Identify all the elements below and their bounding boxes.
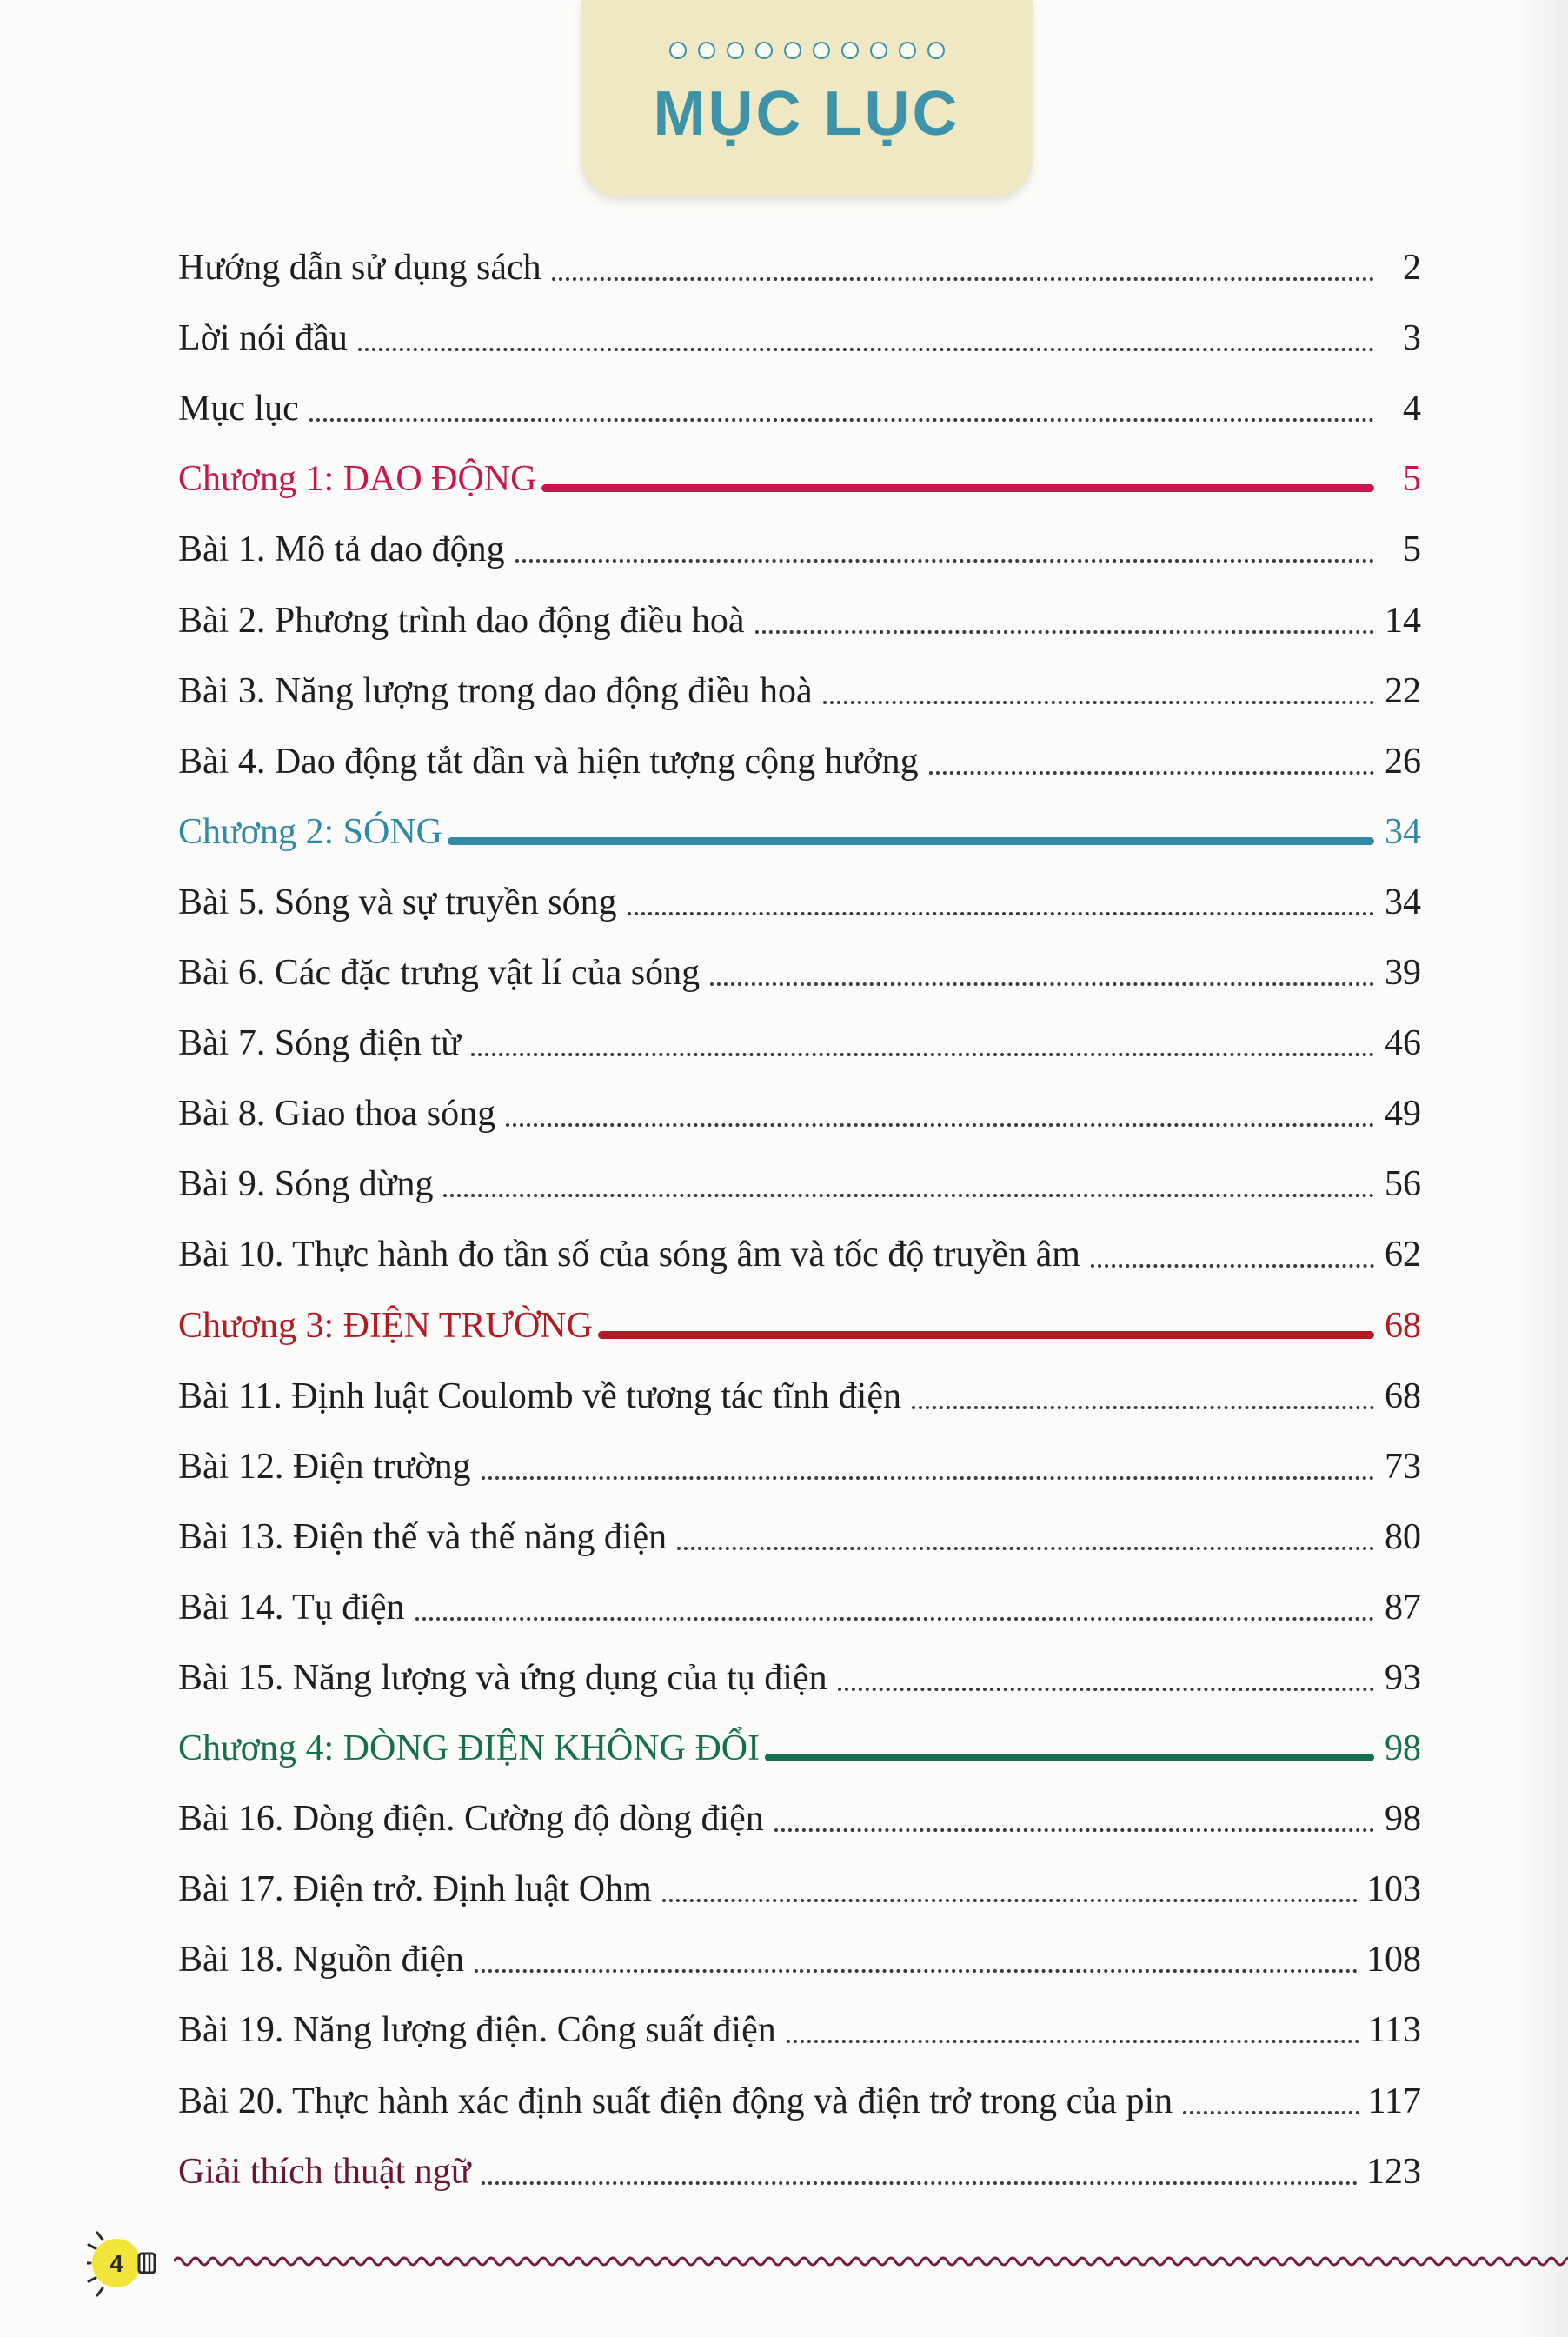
toc-entry-row: [178, 1423, 1421, 1494]
toc-entry-row: [178, 1353, 1421, 1423]
page-ref: 49: [1385, 1094, 1421, 1135]
entry-title: Bài 12. Điện trường: [178, 1446, 471, 1487]
chapter-rule: [448, 837, 1374, 845]
entry-title: Bài 2. Phương trình dao động điều hoà: [178, 600, 745, 641]
decor-dot: [813, 42, 830, 59]
dot-leader: [358, 348, 1374, 351]
dot-leader: [415, 1617, 1374, 1621]
entry-title: Bài 15. Năng lượng và ứng dụng của tụ điện: [178, 1657, 827, 1698]
page-ref: 68: [1385, 1305, 1421, 1346]
dot-leader: [628, 912, 1374, 915]
chapter-rule: [541, 484, 1374, 492]
entry-title: Bài 18. Nguồn điện: [178, 1940, 464, 1981]
toc-entry-row: [178, 1775, 1421, 1846]
page-ref: 80: [1385, 1516, 1421, 1557]
page-ref: 93: [1385, 1657, 1421, 1698]
toc-entry-row: [178, 648, 1421, 718]
toc-chapter-row: [178, 789, 1421, 859]
table-of-contents: [178, 224, 1421, 2199]
header-tab: [581, 0, 1033, 196]
page-ref: 56: [1385, 1164, 1421, 1205]
dot-leader: [515, 559, 1374, 563]
toc-chapter-row: [178, 436, 1421, 506]
entry-title: Bài 4. Dao động tắt dần và hiện tượng cộng hưởng: [178, 741, 919, 782]
chapter-title: Chương 3: ĐIỆN TRƯỜNG: [178, 1305, 593, 1346]
dot-leader: [443, 1194, 1374, 1197]
page-ref: 98: [1385, 1728, 1421, 1769]
chapter-rule: [598, 1331, 1374, 1339]
toc-chapter-row: [178, 1705, 1421, 1775]
footer-wave-line: [174, 2248, 1568, 2274]
entry-title: Bài 3. Năng lượng trong dao động điều hoà: [178, 670, 813, 711]
dot-leader: [475, 1969, 1358, 1973]
dot-leader: [755, 630, 1374, 634]
dot-leader: [929, 771, 1374, 775]
page-ref: 73: [1385, 1446, 1421, 1487]
dot-leader: [1091, 1264, 1374, 1268]
page-ref: 4: [1403, 389, 1421, 429]
toc-entry-row: [178, 2057, 1421, 2127]
entry-title: Giải thích thuật ngữ: [178, 2151, 471, 2192]
chapter-rule: [765, 1754, 1374, 1761]
dot-leader: [787, 2040, 1359, 2043]
page-ref: 117: [1367, 2081, 1421, 2121]
entry-title: Bài 19. Năng lượng điện. Công suất điện: [178, 2010, 776, 2051]
entry-title: Bài 13. Điện thế và thế năng điện: [178, 1516, 668, 1557]
page-ref: 26: [1385, 741, 1421, 782]
page-ref: 22: [1385, 670, 1421, 711]
decor-dot: [870, 42, 887, 59]
dot-leader: [662, 1899, 1358, 1902]
page-ref: 34: [1385, 811, 1421, 852]
toc-entry-row: [178, 718, 1421, 789]
toc-entry-row: [178, 1141, 1421, 1211]
page-ref: 14: [1385, 600, 1421, 641]
toc-entry-row: [178, 2128, 1421, 2199]
page-ref: 123: [1366, 2151, 1421, 2192]
dot-leader: [552, 277, 1374, 281]
chapter-title: Chương 1: DAO ĐỘNG: [178, 459, 537, 500]
toc-entry-row: [178, 929, 1421, 1000]
entry-title: Lời nói đầu: [178, 318, 348, 359]
decor-dot: [669, 42, 687, 59]
toc-entry-row: [178, 576, 1421, 647]
toc-entry-row: [178, 1000, 1421, 1070]
toc-entry-row: [178, 1846, 1421, 1916]
toc-entry-row: [178, 365, 1421, 436]
page-ref: 87: [1385, 1587, 1421, 1628]
page-number: 4: [110, 2250, 123, 2277]
toc-entry-row: [178, 1070, 1421, 1141]
entry-title: Bài 9. Sóng dừng: [178, 1164, 434, 1205]
toc-entry-row: [178, 859, 1421, 929]
chapter-title: Chương 4: DÒNG ĐIỆN KHÔNG ĐỔI: [178, 1728, 761, 1769]
toc-entry-row: [178, 506, 1421, 576]
decor-dot: [698, 42, 715, 59]
decor-dot: [927, 42, 945, 59]
entry-title: Bài 17. Điện trở. Định luật Ohm: [178, 1869, 652, 1910]
toc-entry-row: [178, 1564, 1421, 1635]
entry-title: Bài 11. Định luật Coulomb về tương tác tĩnh điện: [178, 1375, 901, 1416]
page-ref: 62: [1385, 1235, 1421, 1275]
dot-leader: [710, 982, 1374, 986]
dot-leader: [838, 1688, 1374, 1691]
header-dots: [581, 42, 1033, 59]
entry-title: Bài 10. Thực hành đo tần số của sóng âm và tốc độ truyền âm: [178, 1235, 1080, 1275]
entry-title: Bài 7. Sóng điện từ: [178, 1023, 461, 1064]
chapter-title: Chương 2: SÓNG: [178, 811, 443, 852]
dot-leader: [774, 1828, 1374, 1832]
page-ref: 46: [1385, 1023, 1421, 1064]
entry-title: Bài 14. Tụ điện: [178, 1587, 405, 1628]
entry-title: Bài 6. Các đặc trưng vật lí của sóng: [178, 953, 701, 994]
page-ref: 5: [1403, 459, 1421, 500]
entry-title: Mục lục: [178, 389, 299, 429]
toc-entry-row: [178, 1635, 1421, 1705]
page-ref: 5: [1403, 529, 1421, 570]
dot-leader: [1183, 2111, 1359, 2114]
entry-title: Bài 5. Sóng và sự truyền sóng: [178, 882, 617, 922]
toc-entry-row: [178, 1916, 1421, 1987]
dot-leader: [912, 1406, 1374, 1409]
page-ref: 113: [1367, 2010, 1421, 2051]
dot-leader: [309, 418, 1374, 422]
decor-dot: [727, 42, 744, 59]
page-edge-shadow: [1516, 0, 1568, 2337]
page-ref: 98: [1385, 1799, 1421, 1840]
toc-chapter-row: [178, 1282, 1421, 1352]
dot-leader: [823, 701, 1374, 704]
decor-dot: [755, 42, 773, 59]
dot-leader: [482, 2181, 1358, 2185]
decor-dot: [784, 42, 801, 59]
decor-dot: [899, 42, 916, 59]
page-ref: 68: [1385, 1375, 1421, 1416]
entry-title: Bài 8. Giao thoa sóng: [178, 1094, 496, 1135]
page-ref: 108: [1366, 1940, 1421, 1981]
dot-leader: [482, 1476, 1374, 1480]
toc-entry-row: [178, 1494, 1421, 1564]
entry-title: Bài 16. Dòng điện. Cường độ dòng điện: [178, 1799, 764, 1840]
dot-leader: [471, 1053, 1374, 1056]
toc-entry-row: [178, 224, 1421, 295]
entry-title: Bài 1. Mô tả dao động: [178, 529, 505, 570]
decor-dot: [841, 42, 859, 59]
page-ref: 39: [1385, 953, 1421, 994]
toc-entry-row: [178, 1987, 1421, 2057]
entry-title: Hướng dẫn sử dụng sách: [178, 248, 541, 289]
page-ref: 34: [1385, 882, 1421, 922]
page-ref: 3: [1403, 318, 1421, 359]
toc-entry-row: [178, 295, 1421, 365]
dot-leader: [677, 1547, 1374, 1550]
dot-leader: [506, 1123, 1374, 1127]
page-ref: 103: [1366, 1869, 1421, 1910]
entry-title: Bài 20. Thực hành xác định suất điện động và điện trở trong của pin: [178, 2081, 1173, 2121]
toc-entry-row: [178, 1211, 1421, 1282]
page-title: MỤC LỤC: [653, 79, 960, 149]
page-ref: 2: [1403, 248, 1421, 289]
